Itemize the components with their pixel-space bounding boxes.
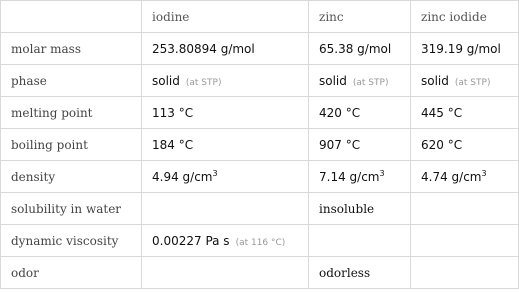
condition-note: (at STP) <box>352 77 389 88</box>
table-body <box>1 33 519 289</box>
cell-value: 620 °C <box>421 137 463 152</box>
row-label: dynamic viscosity <box>1 225 142 257</box>
table-cell <box>142 97 309 129</box>
cell-value: odorless <box>319 265 371 280</box>
cell-value: 4.94 g/cm <box>152 169 213 184</box>
table-cell <box>142 257 309 289</box>
table-cell <box>411 225 519 257</box>
table-cell <box>411 193 519 225</box>
table-cell <box>309 33 411 65</box>
cell-value: solid <box>421 73 449 88</box>
table-row <box>1 225 519 257</box>
row-label: solubility in water <box>1 193 142 225</box>
condition-note: (at 116 °C) <box>235 237 286 248</box>
unit-exponent: 3 <box>481 168 487 178</box>
header-cell-zinc-iodide: zinc iodide <box>411 1 519 33</box>
header-cell-empty <box>1 1 142 33</box>
cell-value: 184 °C <box>152 137 194 152</box>
cell-value: 4.74 g/cm <box>421 169 482 184</box>
row-label: boiling point <box>1 129 142 161</box>
table-row <box>1 97 519 129</box>
table-cell <box>142 193 309 225</box>
table-cell <box>309 97 411 129</box>
table-cell <box>309 129 411 161</box>
table-row <box>1 257 519 289</box>
table-row <box>1 193 519 225</box>
cell-value: 319.19 g/mol <box>421 41 501 56</box>
table-row <box>1 33 519 65</box>
table-cell <box>309 65 411 97</box>
row-label: phase <box>1 65 142 97</box>
table-cell <box>142 33 309 65</box>
header-cell-zinc: zinc <box>309 1 411 33</box>
table-cell <box>411 129 519 161</box>
cell-value: 420 °C <box>319 105 361 120</box>
cell-value: 253.80894 g/mol <box>152 41 255 56</box>
table-cell <box>309 193 411 225</box>
condition-note: (at STP) <box>185 77 222 88</box>
table-row <box>1 129 519 161</box>
cell-value: 7.14 g/cm <box>319 169 380 184</box>
row-label: odor <box>1 257 142 289</box>
unit-exponent: 3 <box>212 168 218 178</box>
cell-value: 0.00227 Pa s <box>152 233 230 248</box>
table-cell <box>142 161 309 193</box>
table-row <box>1 65 519 97</box>
table-cell <box>142 129 309 161</box>
table-cell <box>142 65 309 97</box>
table-cell <box>142 225 309 257</box>
cell-value: 65.38 g/mol <box>319 41 392 56</box>
cell-value: 445 °C <box>421 105 463 120</box>
table-cell <box>411 161 519 193</box>
row-label: melting point <box>1 97 142 129</box>
table-cell <box>309 225 411 257</box>
condition-note: (at STP) <box>454 77 491 88</box>
cell-value: 907 °C <box>319 137 361 152</box>
row-label: density <box>1 161 142 193</box>
table-row <box>1 161 519 193</box>
table-cell <box>411 33 519 65</box>
row-label: molar mass <box>1 33 142 65</box>
header-cell-iodine: iodine <box>142 1 309 33</box>
cell-value: 113 °C <box>152 105 194 120</box>
table-cell <box>309 161 411 193</box>
unit-exponent: 3 <box>379 168 385 178</box>
table-cell <box>411 97 519 129</box>
cell-value: solid <box>152 73 180 88</box>
table-cell <box>309 257 411 289</box>
header-row <box>1 1 519 33</box>
table-cell <box>411 257 519 289</box>
cell-value: insoluble <box>319 201 375 216</box>
cell-value: solid <box>319 73 347 88</box>
table-cell <box>411 65 519 97</box>
